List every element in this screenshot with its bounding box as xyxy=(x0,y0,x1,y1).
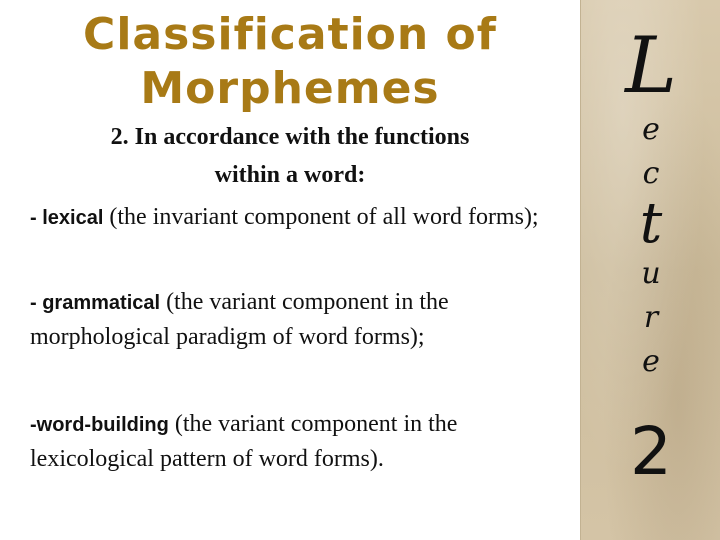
slide-title xyxy=(20,8,560,116)
lecture-letter: L xyxy=(625,21,677,111)
lecture-number: 2 xyxy=(630,413,672,490)
item-text: (the variant component in the morphological paradigm of word forms); xyxy=(30,289,449,350)
item-text: (the invariant component of all word forms); xyxy=(103,204,539,230)
title-line-1: Classification of xyxy=(83,9,497,60)
lecture-sidebar xyxy=(580,0,720,540)
slide-subtitle xyxy=(30,118,550,194)
item-lead: - grammatical xyxy=(30,292,161,314)
subtitle-line-1: 2. In accordance with the functions xyxy=(110,124,470,150)
lecture-letter: u xyxy=(641,256,661,291)
item-lead: -word-building xyxy=(30,414,169,436)
title-line-2: Morphemes xyxy=(140,63,440,114)
item-text: (the variant component in the lexicological pattern of word forms). xyxy=(30,411,458,472)
lecture-letter: t xyxy=(639,191,663,256)
lecture-letter: r xyxy=(643,300,659,335)
lecture-letter: e xyxy=(642,112,660,147)
list-item-word-building xyxy=(30,407,560,476)
lecture-word xyxy=(581,21,720,384)
subtitle-line-2: within a word: xyxy=(214,162,366,188)
list-item-lexical xyxy=(30,200,560,235)
item-lead: - lexical xyxy=(30,207,104,229)
lecture-letter: c xyxy=(642,156,660,191)
list-item-grammatical xyxy=(30,285,560,354)
lecture-letter: e xyxy=(642,344,660,379)
